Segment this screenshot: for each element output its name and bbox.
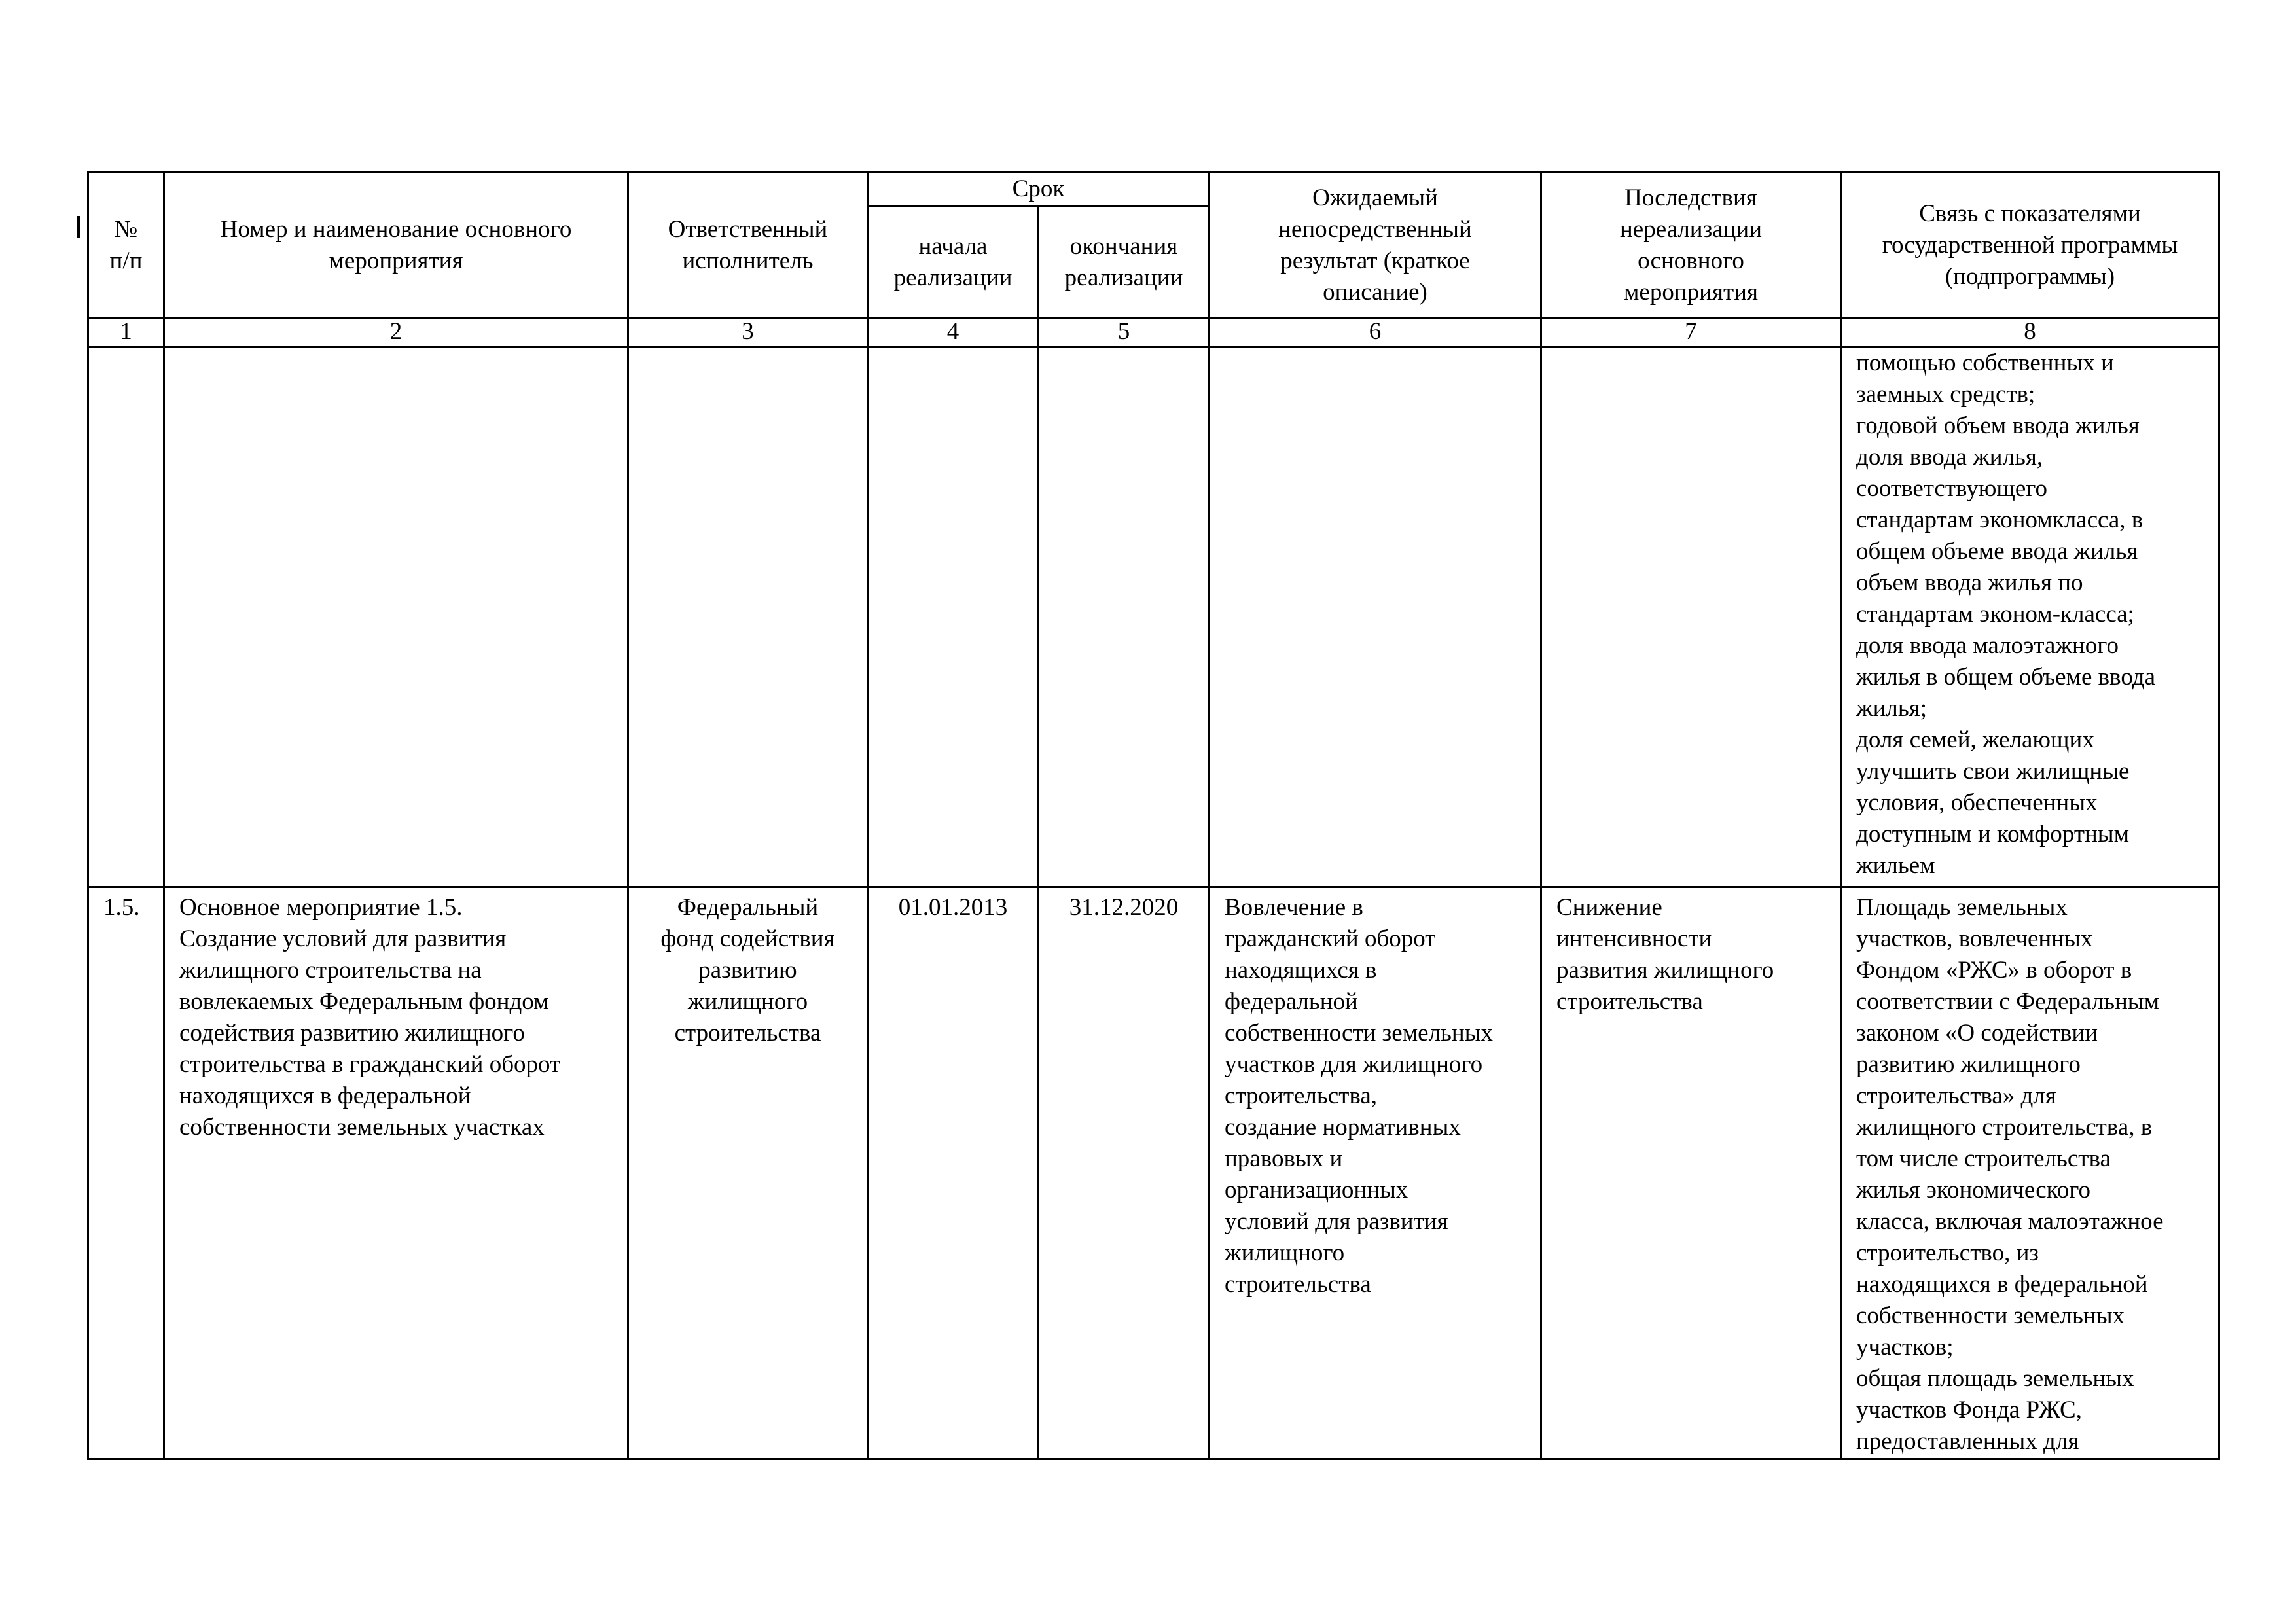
column-number: 5 bbox=[1039, 318, 1210, 347]
header-row-top bbox=[88, 173, 2219, 207]
cell-link: Площадь земельных участков, вовлеченных Фондом «РЖС» в оборот в соответствии с Федеральным законом «О содействии развитию жилищного строительства» для жилищного строительства, в том числе строительства жилья экономического класса, включая малоэтажное строительство, из находящихся в федеральной собственности земельных участков; общая площадь земельных участков Фонда РЖС, предоставленных для bbox=[1841, 887, 2219, 1459]
column-number: 1 bbox=[88, 318, 164, 347]
cell-num bbox=[88, 347, 164, 887]
column-number: 6 bbox=[1210, 318, 1541, 347]
header-link: Связь с показателями государственной программы (подпрограммы) bbox=[1841, 173, 2219, 318]
cell-executor bbox=[628, 347, 868, 887]
table-row-continued bbox=[88, 347, 2219, 887]
cell-result bbox=[1210, 347, 1541, 887]
cell-num: 1.5. bbox=[88, 887, 164, 1459]
cell-start: 01.01.2013 bbox=[868, 887, 1039, 1459]
cell-executor: Федеральный фонд содействия развитию жилищного строительства bbox=[628, 887, 868, 1459]
cell-name: Основное мероприятие 1.5. Создание условий для развития жилищного строительства на вовлекаемых Федеральным фондом содействия развитию жилищного строительства в гражданский оборот находящихся в федеральной собственности земельных участках bbox=[164, 887, 628, 1459]
cell-end: 31.12.2020 bbox=[1039, 887, 1210, 1459]
table-row-1-5 bbox=[88, 887, 2219, 1459]
header-start: начала реализации bbox=[868, 207, 1039, 318]
header-end: окончания реализации bbox=[1039, 207, 1210, 318]
header-term: Срок bbox=[868, 173, 1210, 207]
column-numbers-row bbox=[88, 318, 2219, 347]
column-number: 8 bbox=[1841, 318, 2219, 347]
cell-end bbox=[1039, 347, 1210, 887]
column-number: 3 bbox=[628, 318, 868, 347]
margin-mark bbox=[77, 216, 80, 238]
header-num: № п/п bbox=[88, 173, 164, 318]
column-number: 2 bbox=[164, 318, 628, 347]
column-number: 4 bbox=[868, 318, 1039, 347]
cell-name bbox=[164, 347, 628, 887]
column-number: 7 bbox=[1541, 318, 1841, 347]
cell-consequences: Снижение интенсивности развития жилищного строительства bbox=[1541, 887, 1841, 1459]
header-consequences: Последствия нереализации основного мероприятия bbox=[1541, 173, 1841, 318]
header-executor: Ответственный исполнитель bbox=[628, 173, 868, 318]
header-result: Ожидаемый непосредственный результат (краткое описание) bbox=[1210, 173, 1541, 318]
cell-start bbox=[868, 347, 1039, 887]
cell-result: Вовлечение в гражданский оборот находящихся в федеральной собственности земельных участков для жилищного строительства, создание нормативных правовых и организационных условий для развития жилищного строительства bbox=[1210, 887, 1541, 1459]
cell-consequences bbox=[1541, 347, 1841, 887]
cell-link: помощью собственных и заемных средств; годовой объем ввода жилья доля ввода жилья, соответствующего стандартам экономкласса, в общем объеме ввода жилья объем ввода жилья по стандартам эконом-класса; доля ввода малоэтажного жилья в общем объеме ввода жилья; доля семей, желающих улучшить свои жилищные условия, обеспеченных доступным и комфортным жильем bbox=[1841, 347, 2219, 887]
measures-table bbox=[87, 171, 2220, 1460]
header-name: Номер и наименование основного мероприятия bbox=[164, 173, 628, 318]
